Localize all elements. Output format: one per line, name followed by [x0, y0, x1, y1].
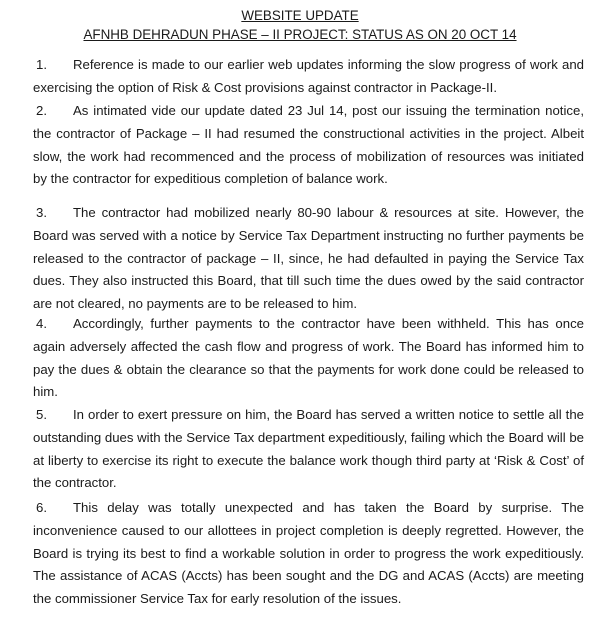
- paragraph-text: As intimated vide our update dated 23 Jul 14, post our issuing the termination notice, the contractor of Package – II had resumed the constructional activities in the project. Albeit slow, the work had recommenced and the process of mobilization of resources was initiated by the contractor for expeditious completion of balance work.: [33, 103, 584, 187]
- paragraph-text: In order to exert pressure on him, the Board has served a written notice to settle all the outstanding dues with the Service Tax department expeditiously, failing which the Board will be at liberty to exercise its right to execute the balance work though third party at ‘Risk & Cost’ of the contractor.: [33, 407, 584, 491]
- paragraph-number: 3.: [36, 205, 47, 220]
- paragraph-text: This delay was totally unexpected and has taken the Board by surprise. The inconvenience caused to our allottees in project completion is deeply regretted. However, the Board is trying its best to find a workable solution in order to progress the work expeditiously. The assistance of ACAS (Accts) has been sought and the DG and ACAS (Accts) are meeting the commissioner Service Tax for early resolution of the issues.: [33, 500, 584, 607]
- paragraph-text: Accordingly, further payments to the contractor have been withheld. This has once again adversely affected the cash flow and progress of work. The Board has informed him to pay the dues & obtain the clearance so that the payments for work done could be released to him.: [33, 316, 584, 400]
- paragraph-number: 5.: [36, 407, 47, 422]
- paragraph-text: The contractor had mobilized nearly 80-90 labour & resources at site. However, the Board was served with a notice by Service Tax Department instructing no further payments be released to the contractor of package – II, since, he had defaulted in paying the Service Tax dues. They also instructed this Board, that till such time the dues owed by the said contractor are not cleared, no payments are to be released to him.: [33, 205, 584, 312]
- paragraph-number: 1.: [36, 57, 47, 72]
- paragraph-number: 4.: [36, 316, 47, 331]
- paragraph-text: Reference is made to our earlier web updates informing the slow progress of work and exercising the option of Risk & Cost provisions against contractor in Package-II.: [33, 57, 584, 95]
- paragraph-5: [33, 404, 584, 495]
- paragraph-1: [33, 54, 584, 100]
- paragraph-number: 6.: [36, 500, 47, 515]
- paragraph-3: [33, 202, 584, 316]
- paragraph-6: [33, 497, 584, 611]
- paragraph-2: [33, 100, 584, 191]
- document-title: WEBSITE UPDATE: [241, 8, 359, 23]
- document-subtitle: AFNHB DEHRADUN PHASE – II PROJECT: STATUS AS ON 20 OCT 14: [83, 27, 517, 42]
- paragraph-number: 2.: [36, 103, 47, 118]
- paragraph-4: [33, 313, 584, 404]
